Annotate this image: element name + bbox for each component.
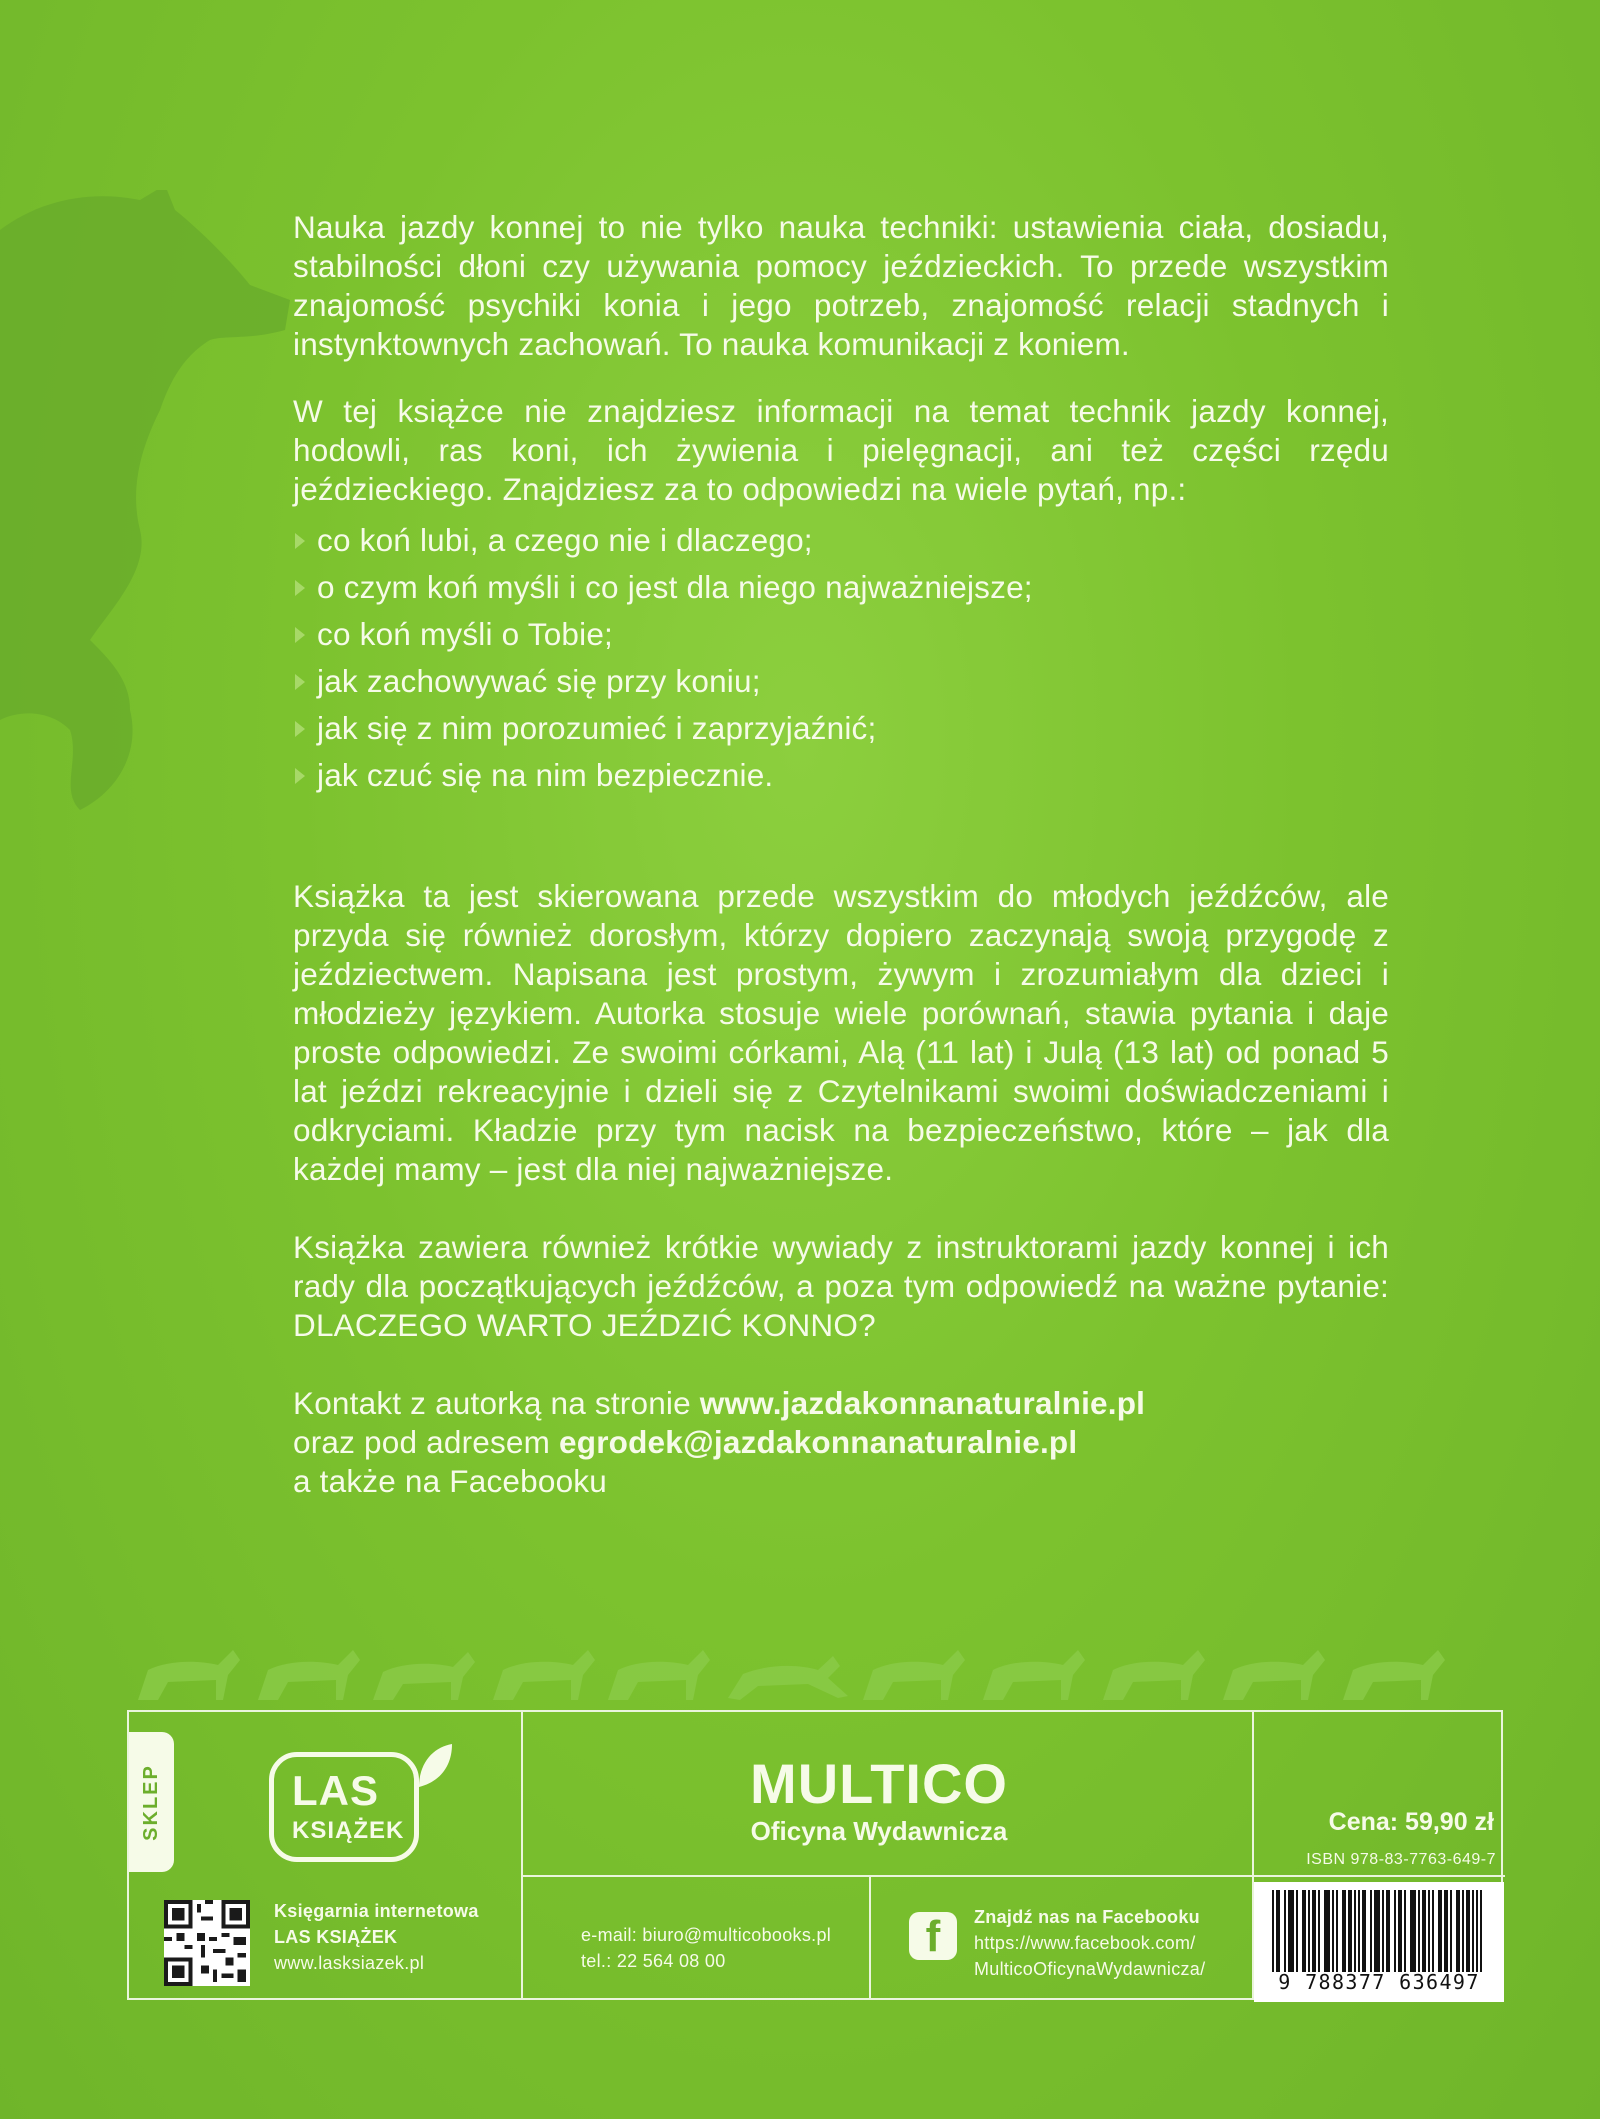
- paragraph-interviews: Książka zawiera również krótkie wywiady z instruktorami jazdy konnej i ich rady dla początkujących jeźdźców, a poza tym odpowiedź na ważne pytanie: DLACZEGO WARTO JEŹDZIĆ KONNO?: [293, 1229, 1389, 1343]
- las-ksiazek-logo: LAS KSIĄŻEK: [269, 1752, 419, 1862]
- facebook-icon[interactable]: f: [909, 1912, 957, 1960]
- barcode-number: 9 788377 636497: [1278, 1970, 1480, 1994]
- bullet-arrow-icon: [295, 721, 305, 737]
- las-ksiazek-info: Księgarnia internetowa LAS KSIĄŻEK www.lasksiazek.pl: [274, 1898, 479, 1976]
- leaf-icon: [414, 1742, 454, 1792]
- publisher-name: MULTICO: [750, 1752, 1008, 1815]
- shop-tab[interactable]: [129, 1732, 174, 1872]
- horse-row-decoration: [128, 1630, 1508, 1710]
- qr-code: [164, 1900, 250, 1986]
- barcode: [1254, 1882, 1504, 2002]
- divider: [521, 1712, 523, 1998]
- publisher-phone: tel.: 22 564 08 00: [581, 1951, 726, 1971]
- bullet-arrow-icon: [295, 627, 305, 643]
- footer-panel: [127, 1710, 1503, 2000]
- publisher-subtitle: Oficyna Wydawnicza: [750, 1816, 1008, 1846]
- author-email-link[interactable]: egrodek@jazdakonnanaturalnie.pl: [559, 1424, 1078, 1460]
- paragraph-audience: Książka ta jest skierowana przede wszystkim do młodych jeźdźców, ale przyda się również dorosłym, którzy dopiero zaczynają swoją przygodę z jeździectwem. Napisana jest prostym, żywym i zrozumiałym dla dzieci i młodzieży językiem. Autorka stosuje wiele porównań, stawia pytania i daje proste odpowiedzi. Ze swoimi córkami, Alą (11 lat) i Julą (13 lat) od ponad 5 lat jeździ rekreacyjnie i dzieli się z Czytelnikami swoimi doświadczeniami i odkryciami. Kładzie przy tym nacisk na bezpieczeństwo, które – jak dla każdej mamy – jest dla niej najważniejsze.: [293, 878, 1389, 1187]
- las-ksiazek-link[interactable]: www.lasksiazek.pl: [274, 1953, 425, 1973]
- question-list: [293, 517, 1389, 799]
- barcode-bars: [1268, 1890, 1488, 1972]
- bullet-arrow-icon: [295, 768, 305, 784]
- author-website-link[interactable]: www.jazdakonnanaturalnie.pl: [699, 1385, 1146, 1421]
- facebook-info: Znajdź nas na Facebooku https://www.facebook.com/ MulticoOficynaWydawnicza/: [974, 1904, 1205, 1982]
- divider: [1252, 1875, 1505, 1877]
- list-item: jak czuć się na nim bezpiecznie.: [293, 752, 1389, 799]
- list-item: co koń myśli o Tobie;: [293, 611, 1389, 658]
- list-item: jak się z nim porozumieć i zaprzyjaźnić;: [293, 705, 1389, 752]
- paragraph-intro: Nauka jazdy konnej to nie tylko nauka techniki: ustawienia ciała, dosiadu, stabilności dłoni czy używania pomocy jeździeckich. To przede wszystkim znajomość psychiki konia i jego potrzeb, znajomość relacji stadnych i instynktownych zachowań. To nauka komunikacji z koniem.: [293, 209, 1389, 362]
- isbn-label: ISBN 978-83-7763-649-7: [1306, 1851, 1496, 1868]
- divider: [869, 1875, 871, 1998]
- publisher-email[interactable]: e-mail: biuro@multicobooks.pl: [581, 1925, 832, 1945]
- description-text: [293, 208, 1389, 1501]
- price-label: Cena: 59,90 zł: [1328, 1808, 1494, 1836]
- bullet-arrow-icon: [295, 580, 305, 596]
- facebook-link-cont[interactable]: MulticoOficynaWydawnicza/: [974, 1959, 1206, 1979]
- divider: [521, 1875, 1254, 1877]
- horse-silhouette: [0, 190, 300, 830]
- paragraph-content: W tej książce nie znajdziesz informacji na temat technik jazdy konnej, hodowli, ras koni, ich żywienia i pielęgnacji, ani też części rzędu jeździeckiego. Znajdziesz za to odpowiedzi na wiele pytań, np.:: [293, 393, 1389, 507]
- shop-tab-label: SKLEP: [140, 1763, 162, 1841]
- author-contact: Kontakt z autorką na stronie www.jazdakonnanaturalnie.pl oraz pod adresem egrodek@jazdakonnanaturalnie.pl a także na Facebooku: [293, 1385, 1146, 1499]
- list-item: co koń lubi, a czego nie i dlaczego;: [293, 517, 1389, 564]
- list-item: o czym koń myśli i co jest dla niego najważniejsze;: [293, 564, 1389, 611]
- publisher-logo: [659, 1752, 1099, 1846]
- facebook-link[interactable]: https://www.facebook.com/: [974, 1933, 1196, 1953]
- publisher-contact: [581, 1922, 831, 1974]
- bullet-arrow-icon: [295, 533, 305, 549]
- bullet-arrow-icon: [295, 674, 305, 690]
- list-item: jak zachowywać się przy koniu;: [293, 658, 1389, 705]
